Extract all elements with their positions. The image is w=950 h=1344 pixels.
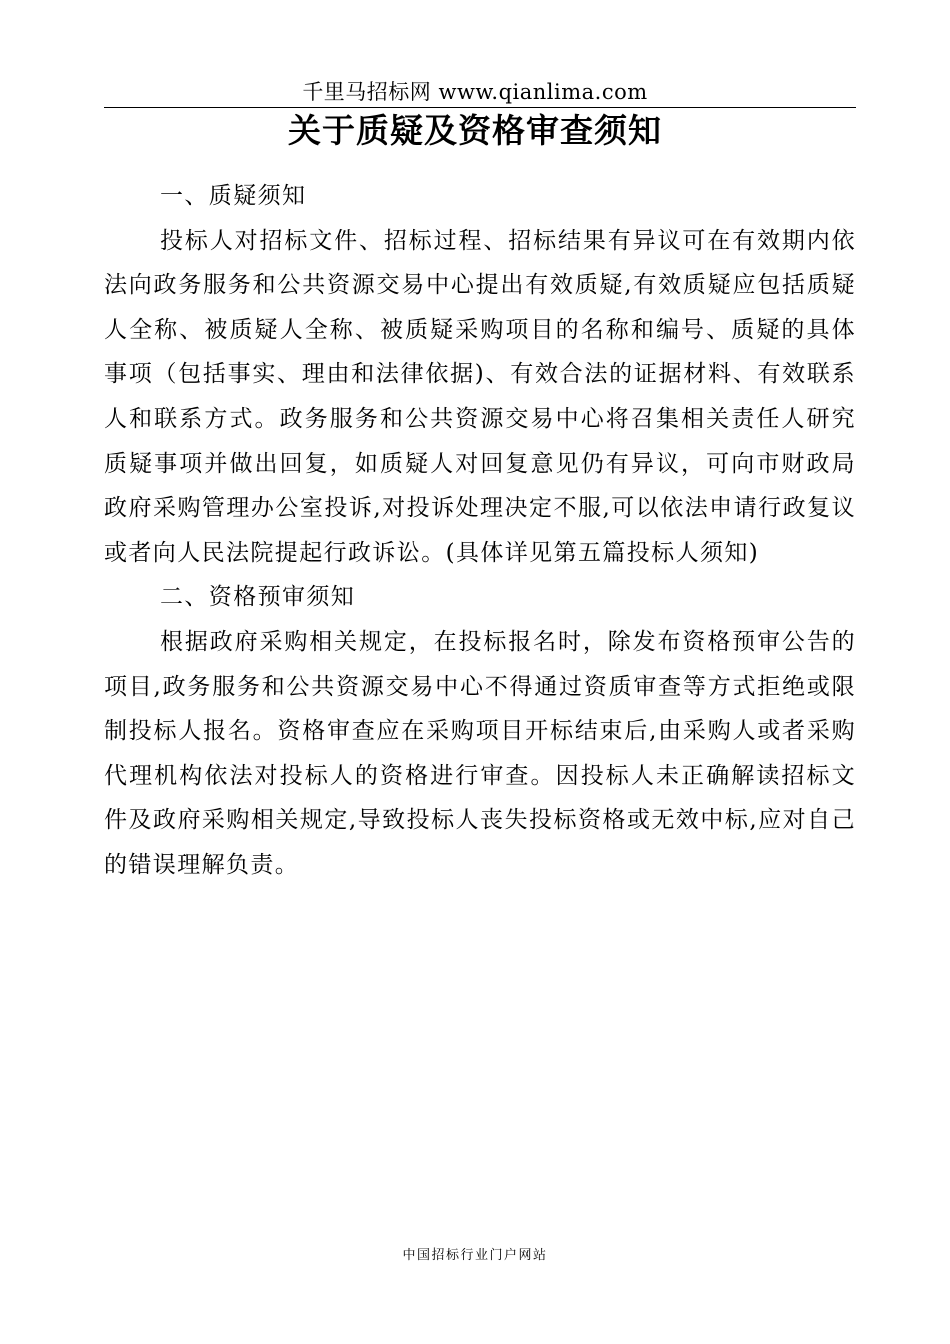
document-body — [104, 174, 856, 888]
header-divider — [104, 107, 856, 108]
paragraph-qualification: 根据政府采购相关规定，在投标报名时，除发布资格预审公告的项目,政务服务和公共资源交易中心不得通过资质审查等方式拒绝或限制投标人报名。资格审查应在采购项目开标结束后,由采购人或者采购代理机构依法对投标人的资格进行审查。因投标人未正确解读招标文件及政府采购相关规定,导致投标人丧失投标资格或无效中标,应对自己的错误理解负责。 — [104, 628, 856, 878]
page-header: 千里马招标网 www.qianlima.com — [302, 80, 648, 104]
document-title: 关于质疑及资格审查须知 — [288, 111, 662, 150]
section-heading-qualification: 二、资格预审须知 — [160, 584, 356, 611]
paragraph-questions: 投标人对招标文件、招标过程、招标结果有异议可在有效期内依法向政务服务和公共资源交易中心提出有效质疑,有效质疑应包括质疑人全称、被质疑人全称、被质疑采购项目的名称和编号、质疑的具体事项（包括事实、理由和法律依据)、有效合法的证据材料、有效联系人和联系方式。政务服务和公共资源交易中心将召集相关责任人研究质疑事项并做出回复，如质疑人对回复意见仍有异议，可向市财政局政府采购管理办公室投诉,对投诉处理决定不服,可以依法申请行政复议或者向人民法院提起行政诉讼。(具体详见第五篇投标人须知) — [104, 227, 856, 566]
section-heading-questions: 一、质疑须知 — [160, 183, 307, 209]
page-footer: 中国招标行业门户网站 — [402, 1248, 548, 1263]
